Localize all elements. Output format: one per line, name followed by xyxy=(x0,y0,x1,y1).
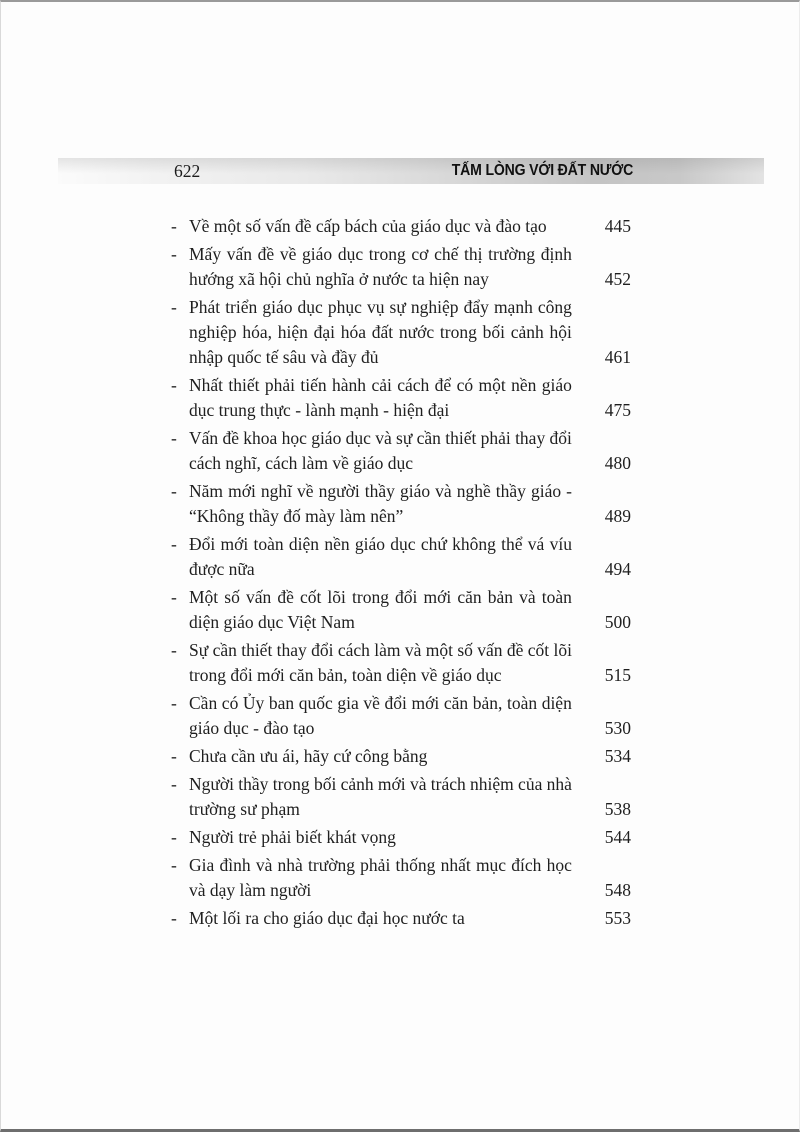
entry-text xyxy=(189,242,572,292)
entry-dash: - xyxy=(171,827,177,847)
entry-text xyxy=(189,638,572,688)
entry-page-number: 475 xyxy=(604,400,631,420)
entry-line: được nữa xyxy=(189,559,255,579)
toc-entry xyxy=(171,585,631,635)
entry-line: Năm mới nghĩ về người thầy giáo và nghề thầy giáo - xyxy=(189,481,572,501)
toc-entry xyxy=(171,906,631,931)
running-title: TẤM LÒNG VỚI ĐẤT NƯỚC xyxy=(451,162,633,179)
toc-entry xyxy=(171,532,631,582)
entry-text xyxy=(189,825,572,850)
entry-line: nghiệp hóa, hiện đại hóa đất nước trong bối cảnh hội xyxy=(189,322,572,342)
entry-dash: - xyxy=(171,216,177,236)
toc-entry xyxy=(171,242,631,292)
toc-entry xyxy=(171,744,631,769)
entry-dash: - xyxy=(171,428,177,448)
entry-text xyxy=(189,691,572,741)
entry-dash: - xyxy=(171,375,177,395)
entry-dash: - xyxy=(171,855,177,875)
entry-page-number: 534 xyxy=(604,746,631,766)
entry-line: trường sư phạm xyxy=(189,799,300,819)
entry-text xyxy=(189,479,572,529)
toc-entry xyxy=(171,772,631,822)
entry-line: Nhất thiết phải tiến hành cải cách để có một nền giáo xyxy=(189,375,572,395)
entry-line: Mấy vấn đề về giáo dục trong cơ chế thị trường định xyxy=(189,244,572,264)
entry-dash: - xyxy=(171,297,177,317)
toc-entry xyxy=(171,638,631,688)
entry-dash: - xyxy=(171,534,177,554)
entry-line: nhập quốc tế sâu và đầy đủ xyxy=(189,347,379,367)
toc-entry xyxy=(171,426,631,476)
page-header-bar xyxy=(58,158,764,184)
entry-text xyxy=(189,906,572,931)
entry-dash: - xyxy=(171,244,177,264)
entry-dash: - xyxy=(171,640,177,660)
entry-page-number: 515 xyxy=(604,665,631,685)
entry-line: Vấn đề khoa học giáo dục và sự cần thiết phải thay đổi xyxy=(189,428,572,448)
entry-page-number: 461 xyxy=(604,347,631,367)
toc-entry xyxy=(171,295,631,370)
entry-page-number: 445 xyxy=(604,216,631,236)
entry-line: dục trung thực - lành mạnh - hiện đại xyxy=(189,400,450,420)
entry-line: trong đổi mới căn bản, toàn diện về giáo dục xyxy=(189,665,502,685)
entry-line: Chưa cần ưu ái, hãy cứ công bằng xyxy=(189,746,428,766)
entry-text xyxy=(189,426,572,476)
entry-line: Cần có Ủy ban quốc gia về đổi mới căn bản, toàn diện xyxy=(189,693,572,713)
entry-dash: - xyxy=(171,774,177,794)
entry-line: Người trẻ phải biết khát vọng xyxy=(189,827,396,847)
entry-page-number: 452 xyxy=(604,269,631,289)
entry-text xyxy=(189,295,572,370)
toc-entry xyxy=(171,214,631,239)
entry-line: Phát triển giáo dục phục vụ sự nghiệp đẩy mạnh công xyxy=(189,297,572,317)
entry-dash: - xyxy=(171,481,177,501)
entry-line: Người thầy trong bối cảnh mới và trách nhiệm của nhà xyxy=(189,774,572,794)
entry-dash: - xyxy=(171,746,177,766)
entry-text xyxy=(189,214,572,239)
entry-line: Một lối ra cho giáo dục đại học nước ta xyxy=(189,908,465,928)
entry-line: Sự cần thiết thay đổi cách làm và một số vấn đề cốt lõi xyxy=(189,640,572,660)
toc-entry xyxy=(171,479,631,529)
entry-line: Đổi mới toàn diện nền giáo dục chứ không thể vá víu xyxy=(189,534,572,554)
entry-dash: - xyxy=(171,587,177,607)
entry-page-number: 494 xyxy=(604,559,631,579)
entry-page-number: 480 xyxy=(604,453,631,473)
entry-dash: - xyxy=(171,693,177,713)
header-page-number: 622 xyxy=(174,161,201,181)
entry-text xyxy=(189,853,572,903)
entry-page-number: 544 xyxy=(604,827,631,847)
entry-line: giáo dục - đào tạo xyxy=(189,718,315,738)
entry-line: diện giáo dục Việt Nam xyxy=(189,612,355,632)
entry-page-number: 500 xyxy=(604,612,631,632)
entry-line: Gia đình và nhà trường phải thống nhất mục đích học xyxy=(189,855,572,875)
entry-line: cách nghĩ, cách làm về giáo dục xyxy=(189,453,413,473)
entry-dash: - xyxy=(171,908,177,928)
toc-list xyxy=(171,214,631,934)
entry-page-number: 553 xyxy=(604,908,631,928)
entry-text xyxy=(189,373,572,423)
entry-page-number: 530 xyxy=(604,718,631,738)
entry-page-number: 489 xyxy=(604,506,631,526)
entry-text xyxy=(189,772,572,822)
entry-line: “Không thầy đố mày làm nên” xyxy=(189,506,404,526)
entry-line: Một số vấn đề cốt lõi trong đổi mới căn bản và toàn xyxy=(189,587,572,607)
entry-line: hướng xã hội chủ nghĩa ở nước ta hiện nay xyxy=(189,269,489,289)
entry-line: và dạy làm người xyxy=(189,880,312,900)
entry-text xyxy=(189,585,572,635)
entry-page-number: 538 xyxy=(604,799,631,819)
entry-page-number: 548 xyxy=(604,880,631,900)
toc-entry xyxy=(171,825,631,850)
entry-text xyxy=(189,532,572,582)
entry-line: Về một số vấn đề cấp bách của giáo dục và đào tạo xyxy=(189,216,547,236)
entry-text xyxy=(189,744,572,769)
toc-entry xyxy=(171,853,631,903)
toc-entry xyxy=(171,373,631,423)
toc-entry xyxy=(171,691,631,741)
